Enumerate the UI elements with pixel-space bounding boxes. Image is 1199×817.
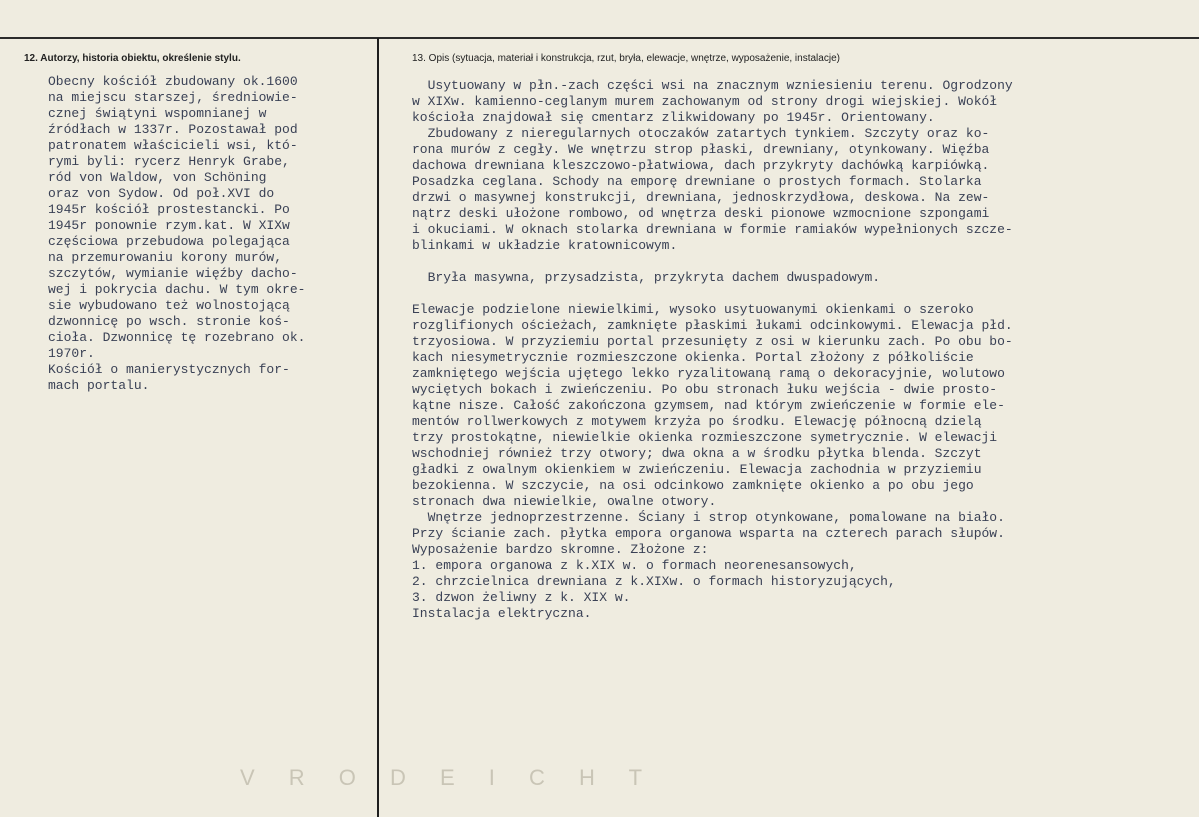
section-12-heading: 12. Autorzy, historia obiektu, określenie stylu. [24,53,241,64]
faded-background-print: V R O D E I C H T [240,765,657,790]
top-divider [0,37,1199,39]
section-13-heading: 13. Opis (sytuacja, materiał i konstrukcja, rzut, bryła, elewacje, wnętrze, wyposażenie, instalacje) [412,53,840,64]
column-divider [377,38,379,817]
section-13-body: Usytuowany w płn.-zach części wsi na znacznym wzniesieniu terenu. Ogrodzony w XIXw. kamienno-ceglanym murem zachowanym od strony drogi wiejskiej. Wokół kościoła znajdował się cmentarz zlikwidowany po 1945r. Orientowany. Zbudowany z nieregularnych otoczaków zatartych tynkiem. Szczyty oraz ko- rona murów z cegły. We wnętrzu strop płaski, drewniany, otynkowany. Więźba dachowa drewniana kleszczowo-płatwiowa, dach przykryty dachówką karpiówką. Posadzka ceglana. Schody na emporę drewniane o prostych formach. Stolarka drzwi o masywnej konstrukcji, drewniana, jednoskrzydłowa, deskowa. Na zew- nątrz deski ułożone rombowo, od wnętrza deski pionowe wzmocnione szpongami i okuciami. W oknach stolarka drewniana w formie ramiaków wypełnionych szcze- blinkami w układzie kratownicowym. Bryła masywna, przysadzista, przykryta dachem dwuspadowym. Elewacje podzielone niewielkimi, wysoko usytuowanymi okienkami o szeroko rozglifionych ościeżach, zamknięte płaskimi łukami odcinkowymi. Elewacja płd. trzyosiowa. W przyziemiu portal przesunięty z osi w kierunku zach. Po obu bo- kach niesymetrycznie rozmieszczone okienka. Portal złożony z półkoliście zamkniętego wejścia ujętego lekko ryzalitowaną ramą o dekoracyjnie, wolutowo wyciętych bokach i zwieńczeniu. Po obu stronach łuku wejścia - dwie prosto- kątne nisze. Całość zakończona gzymsem, nad którym zwieńczenie w formie ele- mentów rollwerkowych z motywem krzyża po środku. Elewację północną dzielą trzy prostokątne, niewielkie okienka rozmieszczone symetrycznie. W elewacji wschodniej również trzy otwory; dwa okna a w środku płytka blenda. Szczyt gładki z owalnym okienkiem w zwieńczeniu. Elewacja zachodnia w przyziemiu bezokienna. W szczycie, na osi odcinkowo zamknięte okienko a po obu jego stronach dwa niewielkie, owalne otwory. Wnętrze jednoprzestrzenne. Ściany i strop otynkowane, pomalowane na biało. Przy ścianie zach. płytka empora organowa wsparta na czterech parach słupów. Wyposażenie bardzo skromne. Złożone z: 1. empora organowa z k.XIX w. o formach neorenesansowych, 2. chrzcielnica drewniana z k.XIXw. o formach historyzujących, 3. dzwon żeliwny z k. XIX w. Instalacja elektryczna. [412,78,1013,621]
section-12-body: Obecny kościół zbudowany ok.1600 na miejscu starszej, średniowie- cznej świątyni wspomnianej w źródłach w 1337r. Pozostawał pod patronatem właścicieli wsi, któ- rymi byli: rycerz Henryk Grabe, ród von Waldow, von Schöning oraz von Sydow. Od poł.XVI do 1945r kościół prostestancki. Po 1945r ponownie rzym.kat. W XIXw częściowa przebudowa polegająca na przemurowaniu korony murów, szczytów, wymianie więźby dacho- wej i pokrycia dachu. W tym okre- sie wybudowano też wolnostojącą dzwonnicę po wsch. stronie koś- cioła. Dzwonnicę tę rozebrano ok. 1970r. Kościół o manierystycznych for- mach portalu. [48,74,306,393]
